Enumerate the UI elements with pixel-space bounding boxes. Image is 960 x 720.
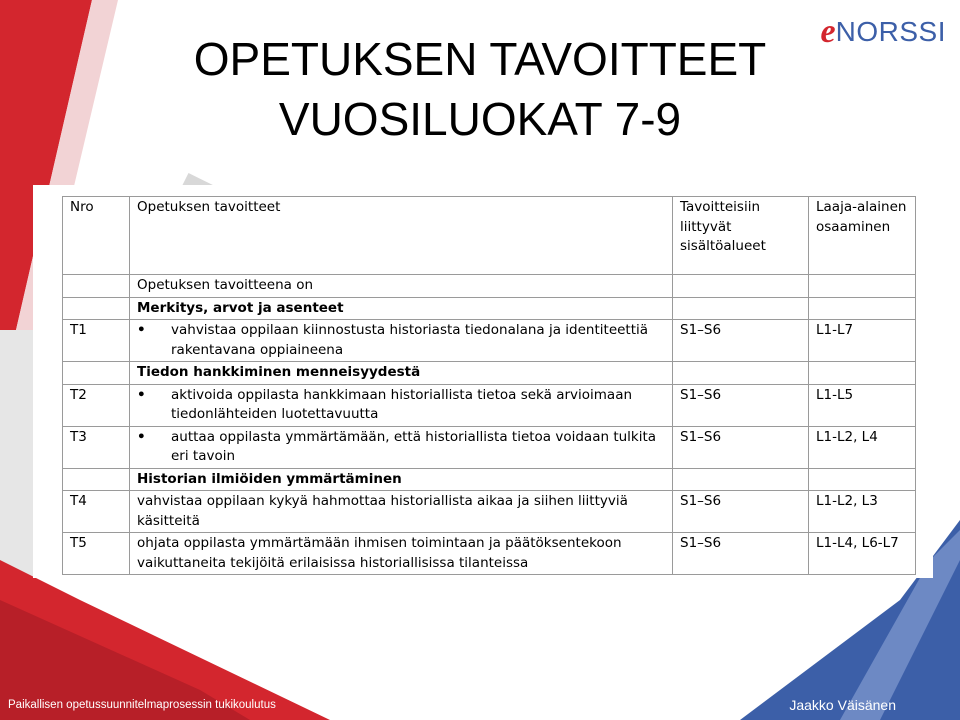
goal-row-t5 (63, 533, 916, 575)
goal-row-t2 (63, 384, 916, 426)
table-header-row (63, 197, 916, 275)
goal-row-t1 (63, 320, 916, 362)
section-title: Historian ilmiöiden ymmärtäminen (130, 468, 673, 491)
goal-number: T1 (63, 320, 130, 362)
section-title: Tiedon hankkiminen menneisyydestä (130, 362, 673, 385)
left-grey-strip (0, 330, 34, 578)
goal-number: T2 (63, 384, 130, 426)
goal-competence: L1-L5 (809, 384, 916, 426)
goal-competence: L1-L7 (809, 320, 916, 362)
goal-text: vahvistaa oppilaan kiinnostusta historiasta tiedonalana ja identiteettiä rakentavana oppiaineena (171, 322, 649, 358)
goal-number: T5 (63, 533, 130, 575)
logo-e-mark: e (820, 13, 836, 50)
goal-text: vahvistaa oppilaan kykyä hahmottaa historiallista aikaa ja siihen liittyviä käsitteitä (130, 491, 673, 533)
bullet: • (137, 386, 146, 403)
goal-text: auttaa oppilasta ymmärtämään, että historiallista tietoa voidaan tulkita eri tavoin (171, 428, 657, 464)
footer-author: Jaakko Väisänen (789, 697, 896, 713)
goal-competence: L1-L2, L3 (809, 491, 916, 533)
goal-content-areas: S1–S6 (673, 533, 809, 575)
section-title: Merkitys, arvot ja asenteet (130, 297, 673, 320)
section-row (63, 297, 916, 320)
logo-wordmark: NORSSI (835, 16, 946, 47)
goal-row-t4 (63, 491, 916, 533)
header-competence: Laaja-alainen osaaminen (809, 197, 916, 275)
intro-row (63, 275, 916, 298)
goal-content-areas: S1–S6 (673, 426, 809, 468)
header-content-areas: Tavoitteisiin liittyvät sisältöalueet (673, 197, 809, 275)
bullet: • (137, 322, 146, 338)
goal-row-t3 (63, 426, 916, 468)
goal-text: ohjata oppilasta ymmärtämään ihmisen toimintaan ja päätöksentekoon vaikuttaneita tekijöitä erilaisissa historiallisissa tilanteissa (130, 533, 673, 575)
goal-content-areas: S1–S6 (673, 384, 809, 426)
section-row (63, 468, 916, 491)
goal-content-areas: S1–S6 (673, 320, 809, 362)
goal-competence: L1-L4, L6-L7 (809, 533, 916, 575)
goals-table (62, 196, 916, 575)
bullet: • (137, 428, 146, 445)
footer-training-name: Paikallisen opetussuunnitelmaprosessin tukikoulutus (8, 699, 276, 711)
header-nro: Nro (63, 197, 130, 275)
slide-title-line-2: VUOSILUOKAT 7-9 (278, 93, 682, 145)
header-goals: Opetuksen tavoitteet (130, 197, 673, 275)
goal-competence: L1-L2, L4 (809, 426, 916, 468)
section-row (63, 362, 916, 385)
goal-text: aktivoida oppilasta hankkimaan historiallista tietoa sekä arvioimaan tiedonlähteiden luotettavuutta (171, 386, 633, 422)
intro-text: Opetuksen tavoitteena on (130, 275, 673, 298)
goal-content-areas: S1–S6 (673, 491, 809, 533)
slide-title-line-1: OPETUKSEN TAVOITTEET (193, 33, 767, 85)
goal-number: T4 (63, 491, 130, 533)
goal-number: T3 (63, 426, 130, 468)
